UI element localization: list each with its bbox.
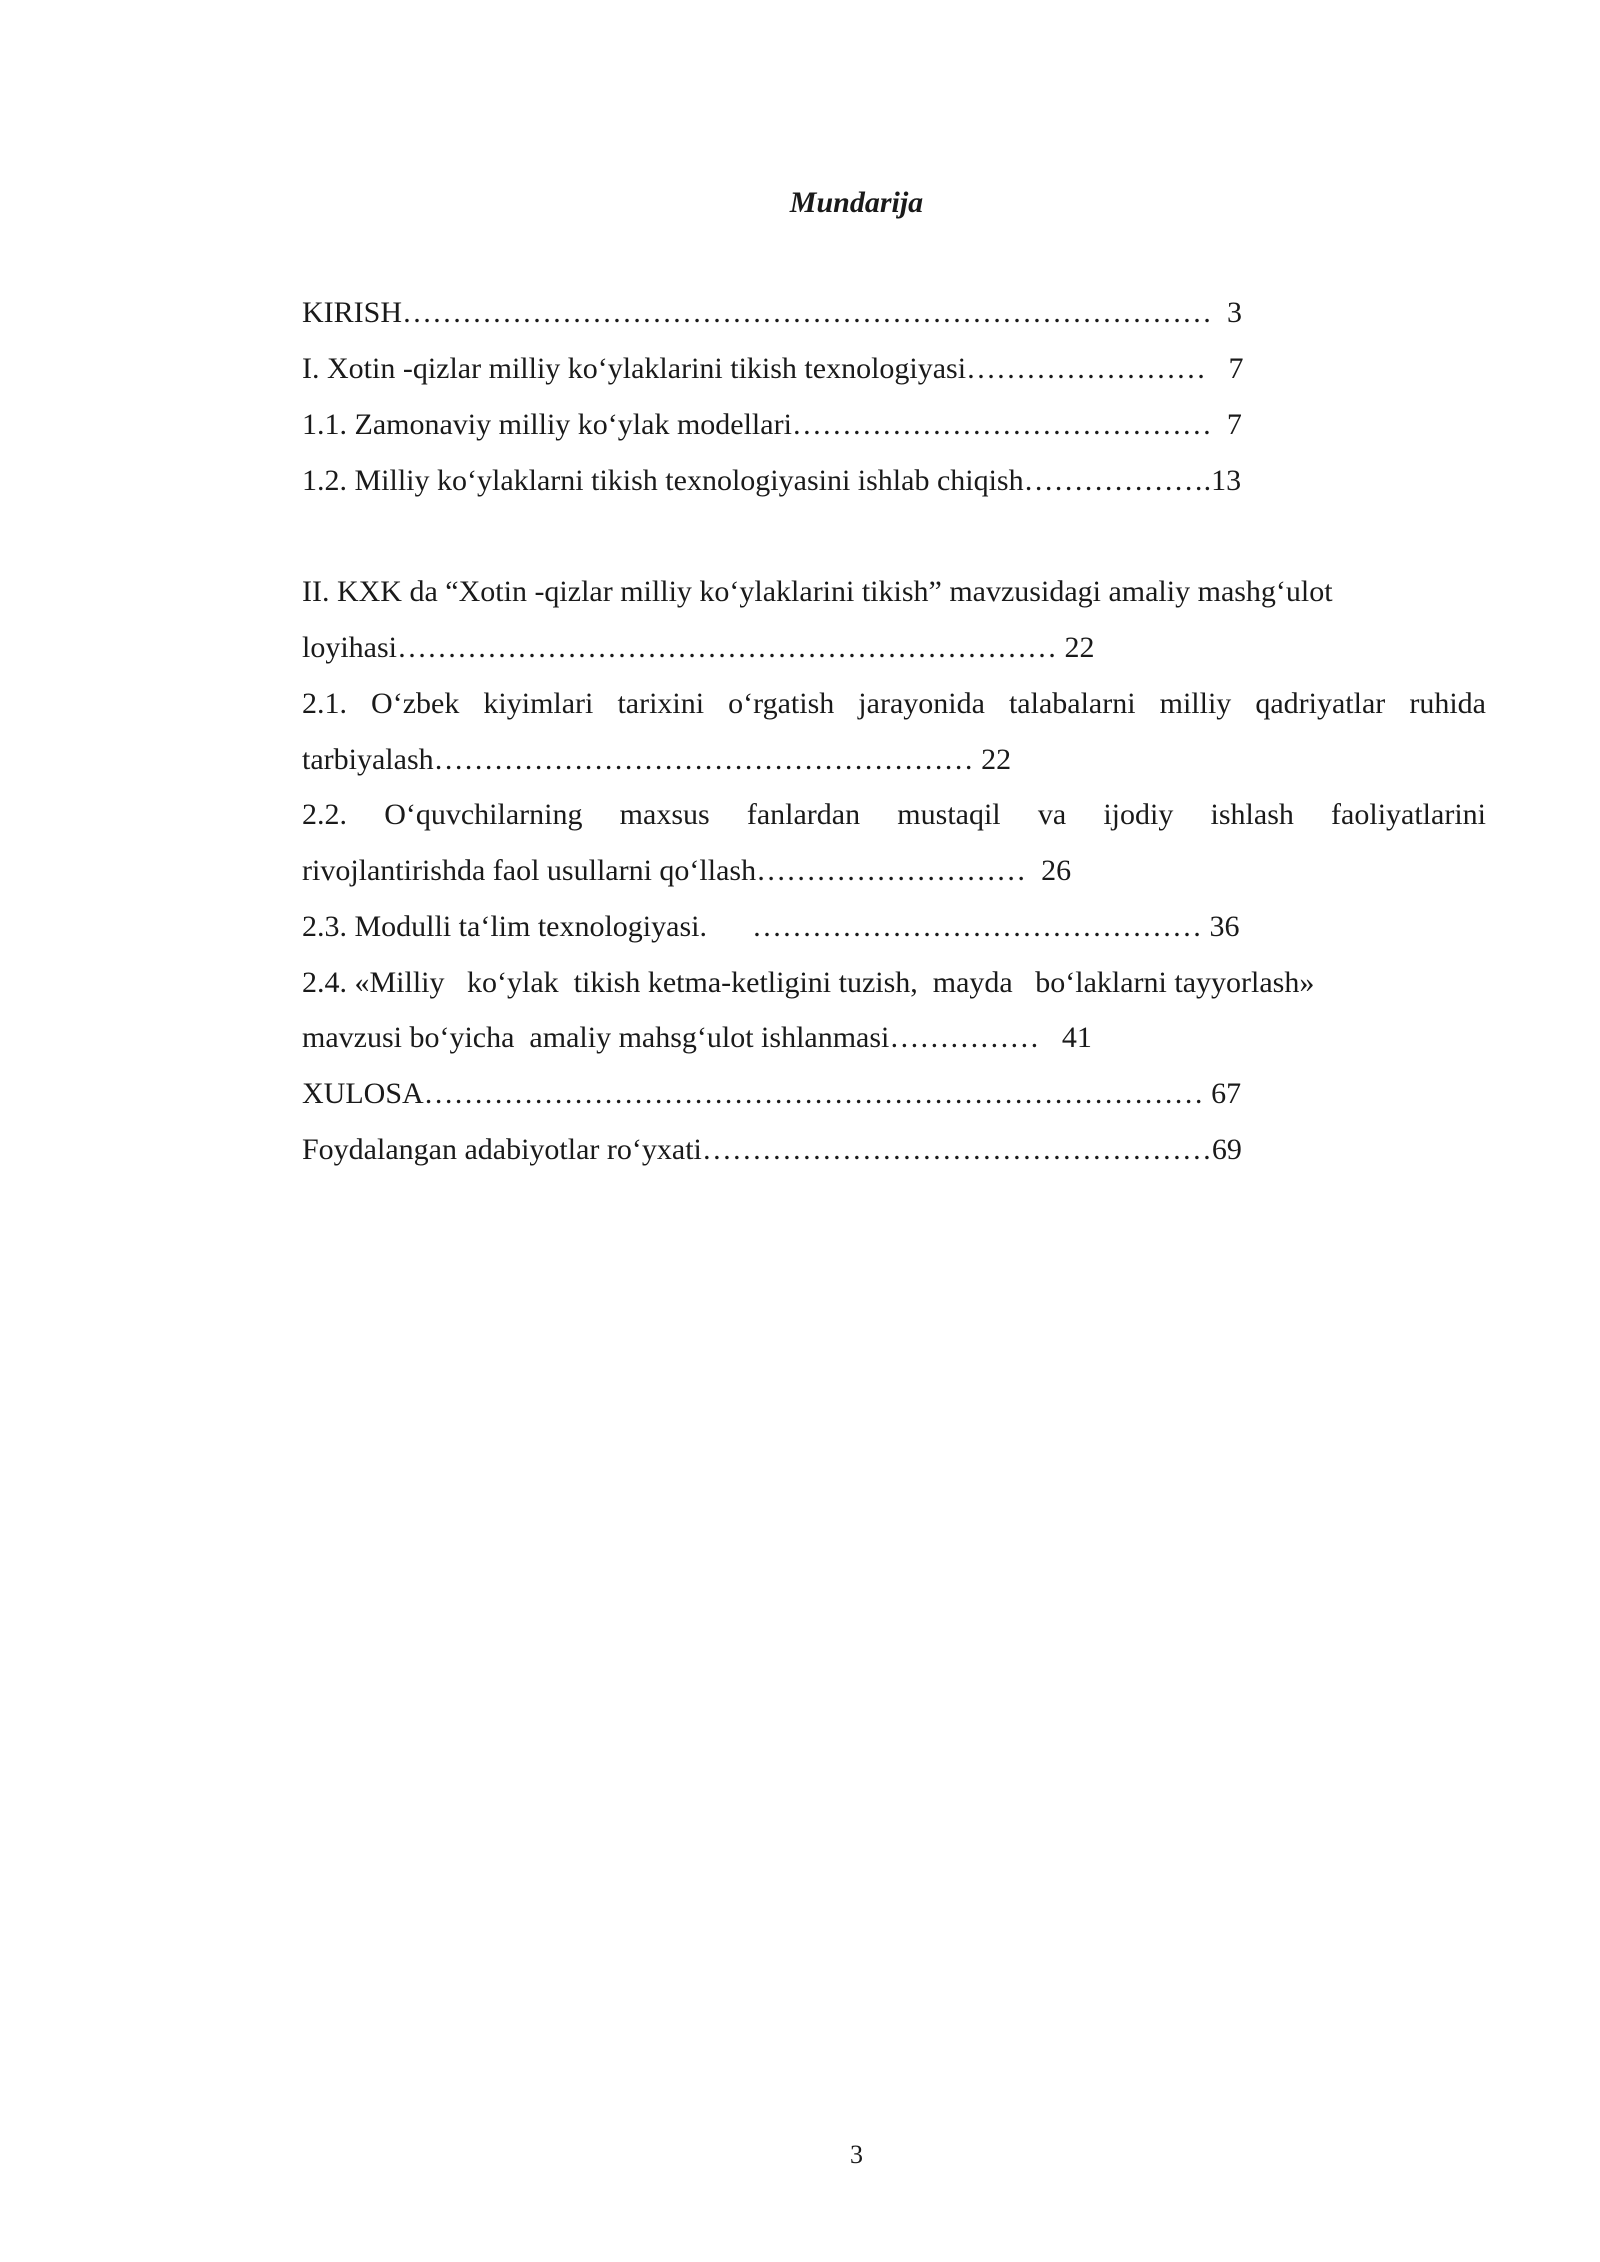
page-number: 3 <box>850 2140 863 2169</box>
toc-entry-2-1-line-1[interactable]: 2.1. O‘zbek kiyimlari tarixini o‘rgatish jarayonida talabalarni milliy qadriyatlar ruhida <box>302 687 1486 720</box>
toc-entry-2-4-line-1[interactable]: 2.4. «Milliy ko‘ylak tikish ketma-ketligini tuzish, mayda bo‘laklarni tayyorlash» <box>302 966 1315 999</box>
toc-entry-1-2[interactable]: 1.2. Milliy ko‘ylaklarni tikish texnologiyasini ishlab chiqish……………….13 <box>302 464 1242 497</box>
toc-entry-chapter-1[interactable]: I. Xotin -qizlar milliy ko‘ylaklarini tikish texnologiyasi…………………… 7 <box>302 352 1244 385</box>
page-title: Mundarija <box>789 186 924 219</box>
toc-entry-2-2-line-1[interactable]: 2.2. O‘quvchilarning maxsus fanlardan mustaqil va ijodiy ishlash faoliyatlarini <box>302 798 1486 831</box>
toc-entry-xulosa[interactable]: XULOSA…………………………………………………………………… 67 <box>302 1077 1242 1110</box>
toc-entry-2-1-line-2[interactable]: tarbiyalash……………………………………………… 22 <box>302 743 1012 776</box>
toc-entry-bibliography[interactable]: Foydalangan adabiyotlar ro‘yxati……………………………………………69 <box>302 1133 1242 1166</box>
toc-entry-2-4-line-2[interactable]: mavzusi bo‘yicha amaliy mahsg‘ulot ishlanmasi…………… 41 <box>302 1021 1092 1054</box>
toc-entry-kirish[interactable]: KIRISH……………………………………………………………………… 3 <box>302 296 1243 329</box>
toc-entry-2-2-line-2[interactable]: rivojlantirishda faol usullarni qo‘llash……………………… 26 <box>302 854 1072 887</box>
toc-entry-chapter-2-line-2[interactable]: loyihasi………………………………………………………… 22 <box>302 631 1095 664</box>
toc-entry-1-1[interactable]: 1.1. Zamonaviy milliy ko‘ylak modellari…………………………………… 7 <box>302 408 1242 441</box>
toc-entry-chapter-2-line-1[interactable]: II. KXK da “Xotin -qizlar milliy ko‘ylaklarini tikish” mavzusidagi amaliy mashg‘ulot <box>302 575 1333 608</box>
toc-entry-2-3[interactable]: 2.3. Modulli ta‘lim texnologiyasi. ……………………………………… 36 <box>302 910 1240 943</box>
